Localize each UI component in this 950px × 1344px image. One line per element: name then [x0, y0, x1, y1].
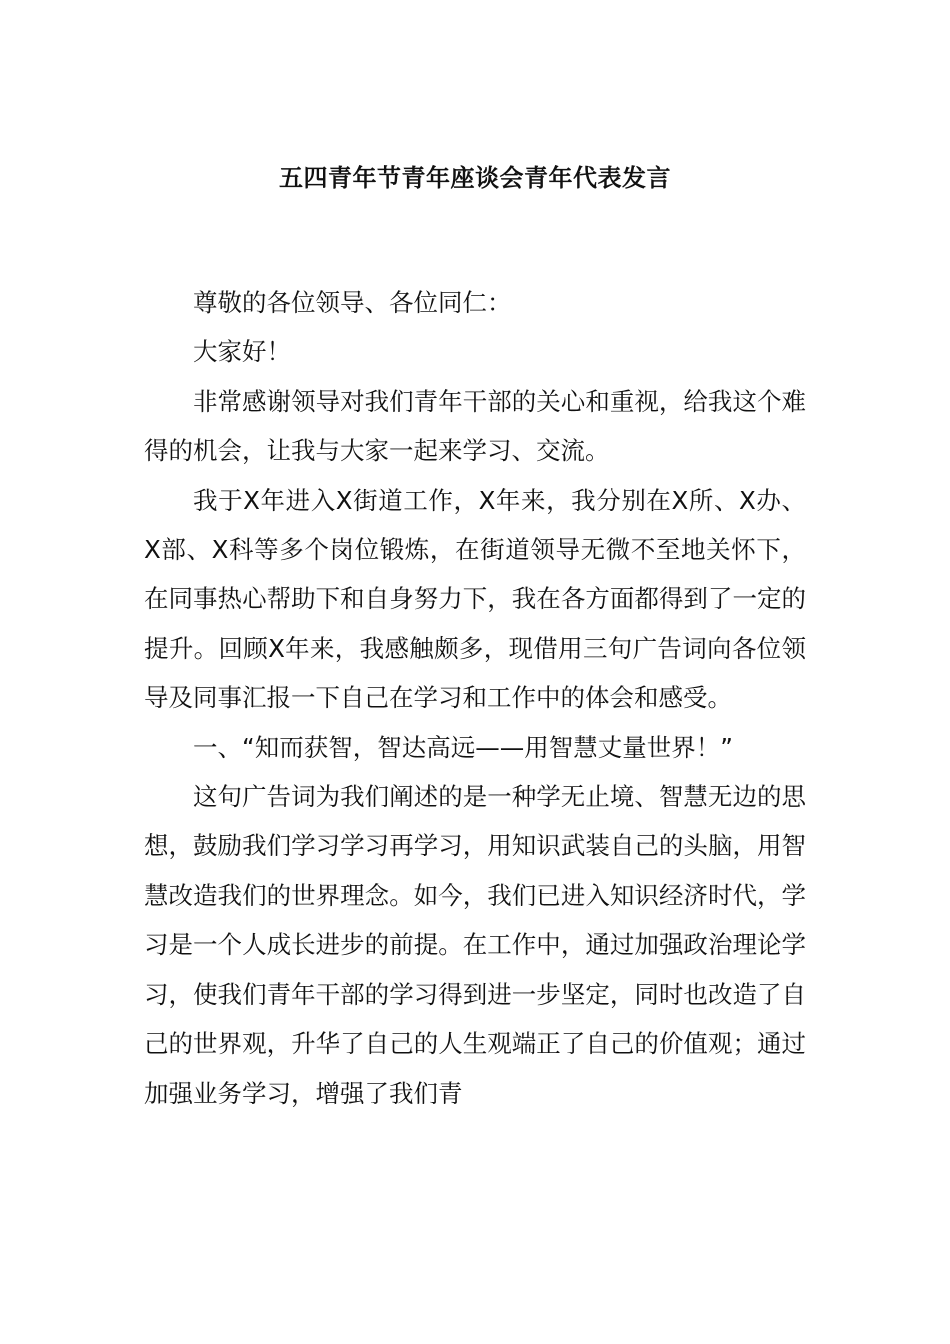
- document-body: [144, 278, 806, 1118]
- page-title: 五四青年节青年座谈会青年代表发言: [279, 164, 671, 192]
- paragraph-experience: 我于X年进入X街道工作，X年来，我分别在X所、X办、X部、X科等多个岗位锻炼，在街道领导无微不至地关怀下，在同事热心帮助下和自身努力下，我在各方面都得到了一定的提升。回顾X年来，我感触颇多，现借用三句广告词向各位领导及同事汇报一下自己在学习和工作中的体会和感受。: [144, 485, 806, 713]
- paragraph-learning: 这句广告词为我们阐述的是一种学无止境、智慧无边的思想，鼓励我们学习学习再学习，用知识武装自己的头脑，用智慧改造我们的世界理念。如今，我们已进入知识经济时代，学习是一个人成长进步的前提。在工作中，通过加强政治理论学习，使我们青年干部的学习得到进一步坚定，同时也改造了自己的世界观，升华了自己的人生观端正了自己的价值观；通过加强业务学习，增强了我们青: [144, 782, 806, 1108]
- salutation: 尊敬的各位领导、各位同仁：: [193, 288, 512, 317]
- greeting: 大家好！: [193, 337, 291, 367]
- paragraph-thanks: 非常感谢领导对我们青年干部的关心和重视，给我这个难得的机会，让我与大家一起来学习、交流。: [144, 386, 806, 466]
- section-heading-1: 一、“知而获智，智达高远——用智慧丈量世界！”: [193, 732, 733, 762]
